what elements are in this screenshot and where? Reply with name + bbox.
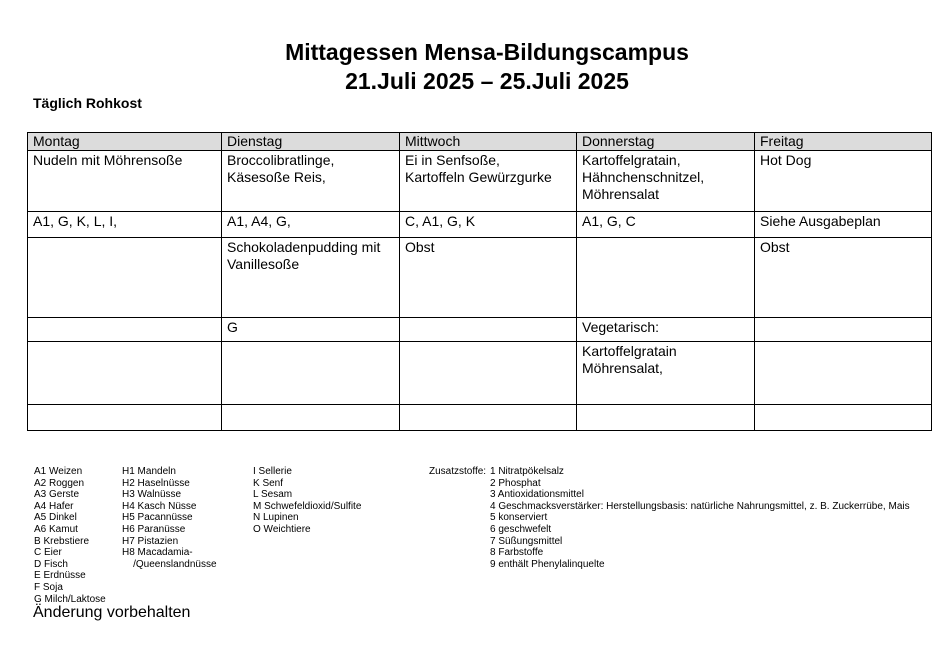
legend-item: H5 Pacannüsse [122, 512, 193, 524]
legend-item: O Weichtiere [253, 523, 311, 535]
table-row [28, 342, 932, 405]
legend-item: K Senf [253, 477, 284, 489]
legend-item: H6 Paranüsse [122, 523, 186, 535]
table-cell [400, 405, 577, 431]
legend-item: I Sellerie [253, 466, 292, 477]
table-cell [755, 405, 932, 431]
table-row [28, 318, 932, 342]
table-cell [577, 405, 755, 431]
table-cell: G [222, 318, 400, 342]
table-cell: A1, A4, G, [222, 212, 400, 238]
table-cell [28, 342, 222, 405]
allergen-legend-col-3 [253, 466, 361, 536]
legend-item: C Eier [34, 547, 62, 559]
table-cell: A1, G, C [577, 212, 755, 238]
additive-item: 5 konserviert [490, 512, 548, 524]
legend-item: A2 Roggen [34, 477, 85, 489]
legend-item: H8 Macadamia- [122, 547, 193, 559]
table-cell [28, 405, 222, 431]
legend-item: /Queenslandnüsse [122, 558, 217, 570]
table-row [28, 212, 932, 238]
table-cell [755, 318, 932, 342]
footer-note: Änderung vorbehalten [33, 604, 191, 621]
table-cell [28, 238, 222, 318]
legend-item: H2 Haselnüsse [122, 477, 190, 489]
table-cell [222, 342, 400, 405]
additive-item: 7 Süßungsmittel [490, 535, 563, 547]
table-cell: Kartoffelgratain, Hähnchenschnitzel, Möhrensalat [577, 151, 755, 212]
legend-item: H7 Pistazien [122, 535, 179, 547]
legend-item: A3 Gerste [34, 489, 80, 501]
additive-item: 4 Geschmacksverstärker: Herstellungsbasis: natürliche Nahrungsmittel, z. B. Zuckerrübe, Mais [490, 500, 910, 512]
additives-label: Zusatzstoffe: [429, 466, 487, 477]
table-cell: Vegetarisch: [577, 318, 755, 342]
title-line-2: 21.Juli 2025 – 25.Juli 2025 [345, 68, 629, 94]
table-cell: Kartoffelgratain Möhrensalat, [577, 342, 755, 405]
additive-item: 1 Nitratpökelsalz [490, 466, 564, 477]
legend-item: L Sesam [253, 489, 293, 501]
daily-note: Täglich Rohkost [33, 95, 142, 111]
page-title [0, 38, 940, 96]
allergen-legend-col-2 [122, 466, 217, 570]
table-cell: Nudeln mit Möhrensoße [28, 151, 222, 212]
table-cell [222, 405, 400, 431]
legend-item: B Krebstiere [34, 535, 90, 547]
legend-item: H1 Mandeln [122, 466, 176, 477]
table-cell: Obst [400, 238, 577, 318]
table-cell: A1, G, K, L, I, [28, 212, 222, 238]
header-cell: Dienstag [222, 133, 400, 151]
legend-item: A4 Hafer [34, 500, 74, 512]
header-cell: Freitag [755, 133, 932, 151]
header-cell: Donnerstag [577, 133, 755, 151]
legend-item: D Fisch [34, 558, 68, 570]
table-header-row [28, 133, 932, 151]
table-cell: Siehe Ausgabeplan [755, 212, 932, 238]
table-row [28, 151, 932, 212]
allergen-legend-col-1 [34, 466, 106, 605]
legend-item: H4 Kasch Nüsse [122, 500, 197, 512]
table-cell: Hot Dog [755, 151, 932, 212]
additives-list [490, 466, 910, 570]
table-cell: Schokoladenpudding mit Vanillesoße [222, 238, 400, 318]
table-cell: Obst [755, 238, 932, 318]
legend-item: G Milch/Laktose [34, 593, 106, 605]
table-cell [577, 238, 755, 318]
table-cell: Ei in Senfsoße, Kartoffeln Gewürzgurke [400, 151, 577, 212]
additive-item: 9 enthält Phenylalinquelte [490, 558, 605, 570]
legend-item: F Soja [34, 581, 63, 593]
table-cell: Broccolibratlinge, Käsesoße Reis, [222, 151, 400, 212]
additive-item: 3 Antioxidationsmittel [490, 489, 584, 501]
title-line-1: Mittagessen Mensa-Bildungscampus [285, 39, 689, 65]
table-row [28, 238, 932, 318]
table-cell [400, 318, 577, 342]
legend-item: H3 Walnüsse [122, 489, 182, 501]
additive-item: 2 Phosphat [490, 477, 541, 489]
header-cell: Mittwoch [400, 133, 577, 151]
additive-item: 8 Farbstoffe [490, 547, 544, 559]
legend-item: M Schwefeldioxid/Sulfite [253, 500, 362, 512]
legend-item: A1 Weizen [34, 466, 83, 477]
table-cell [755, 342, 932, 405]
table-row [28, 405, 932, 431]
legend-item: N Lupinen [253, 512, 299, 524]
header-cell: Montag [28, 133, 222, 151]
menu-table [27, 132, 932, 431]
table-cell: C, A1, G, K [400, 212, 577, 238]
legend-item: E Erdnüsse [34, 570, 86, 582]
table-cell [28, 318, 222, 342]
additive-item: 6 geschwefelt [490, 523, 552, 535]
legend-item: A6 Kamut [34, 523, 78, 535]
legend-item: A5 Dinkel [34, 512, 77, 524]
table-cell [400, 342, 577, 405]
